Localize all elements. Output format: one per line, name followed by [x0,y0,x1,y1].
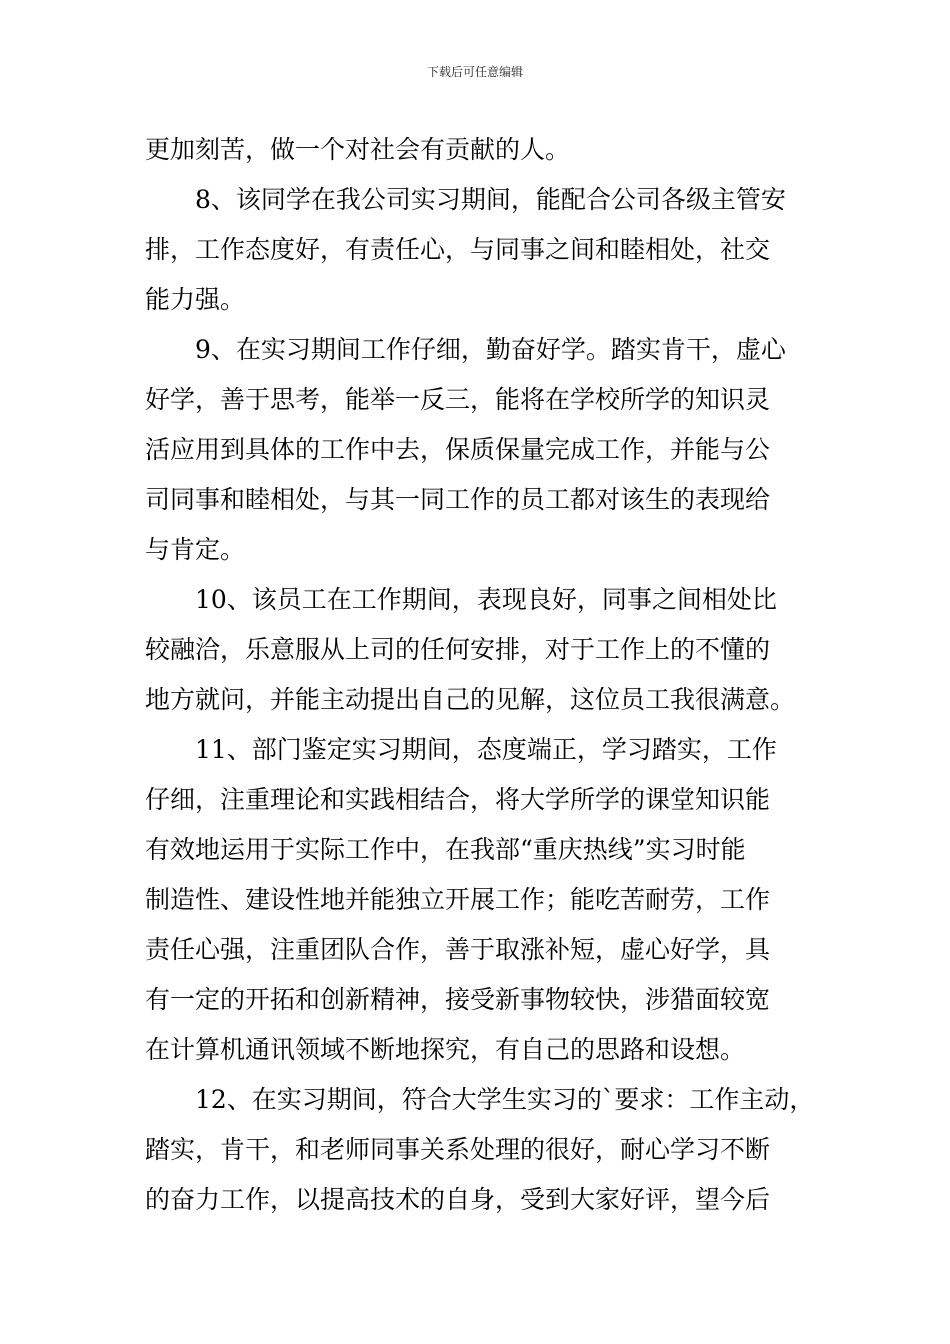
document-body [145,125,815,1225]
text-line: 11、部门鉴定实习期间，态度端正，学习踏实，工作 [195,735,777,764]
text-line: 10、该员工在工作期间，表现良好，同事之间相处比 [195,585,777,614]
text-line: 制造性、建设性地并能独立开展工作；能吃苦耐劳，工作 [145,885,771,914]
text-line: 更加刻苦，做一个对社会有贡献的人。 [145,135,571,164]
text-line: 能力强。 [145,285,246,314]
text-line: 有一定的开拓和创新精神，接受新事物较快，涉猎面较宽 [145,985,771,1014]
text-line: 司同事和睦相处，与其一同工作的员工都对该生的表现给 [145,485,771,514]
text-line: 有效地运用于实际工作中，在我部“重庆热线”实习时能 [145,835,746,864]
text-line: 排，工作态度好，有责任心，与同事之间和睦相处，社交 [145,235,771,264]
page-header: 下载后可任意编辑 [426,65,523,79]
text-line: 责任心强，注重团队合作，善于取涨补短，虚心好学，具 [145,935,771,964]
text-line: 8、该同学在我公司实习期间，能配合公司各级主管安 [195,185,786,214]
text-line: 地方就问，并能主动提出自己的见解，这位员工我很满意。 [145,685,796,714]
text-line: 好学，善于思考，能举一反三，能将在学校所学的知识灵 [145,385,771,414]
text-line: 踏实，肯干，和老师同事关系处理的很好，耐心学习不断 [145,1135,771,1164]
text-line: 12、在实习期间，符合大学生实习的`要求：工作主动， [195,1085,815,1114]
text-line: 较融洽，乐意服从上司的任何安排，对于工作上的不懂的 [145,635,771,664]
text-line: 活应用到具体的工作中去，保质保量完成工作，并能与公 [145,435,771,464]
text-line: 9、在实习期间工作仔细，勤奋好学。踏实肯干，虚心 [195,335,786,364]
text-line: 与肯定。 [145,535,246,564]
text-line: 仔细，注重理论和实践相结合，将大学所学的课堂知识能 [145,785,771,814]
text-line: 在计算机通讯领域不断地探究，有自己的思路和设想。 [145,1035,746,1064]
text-line: 的奋力工作，以提高技术的自身，受到大家好评，望今后 [145,1185,771,1214]
